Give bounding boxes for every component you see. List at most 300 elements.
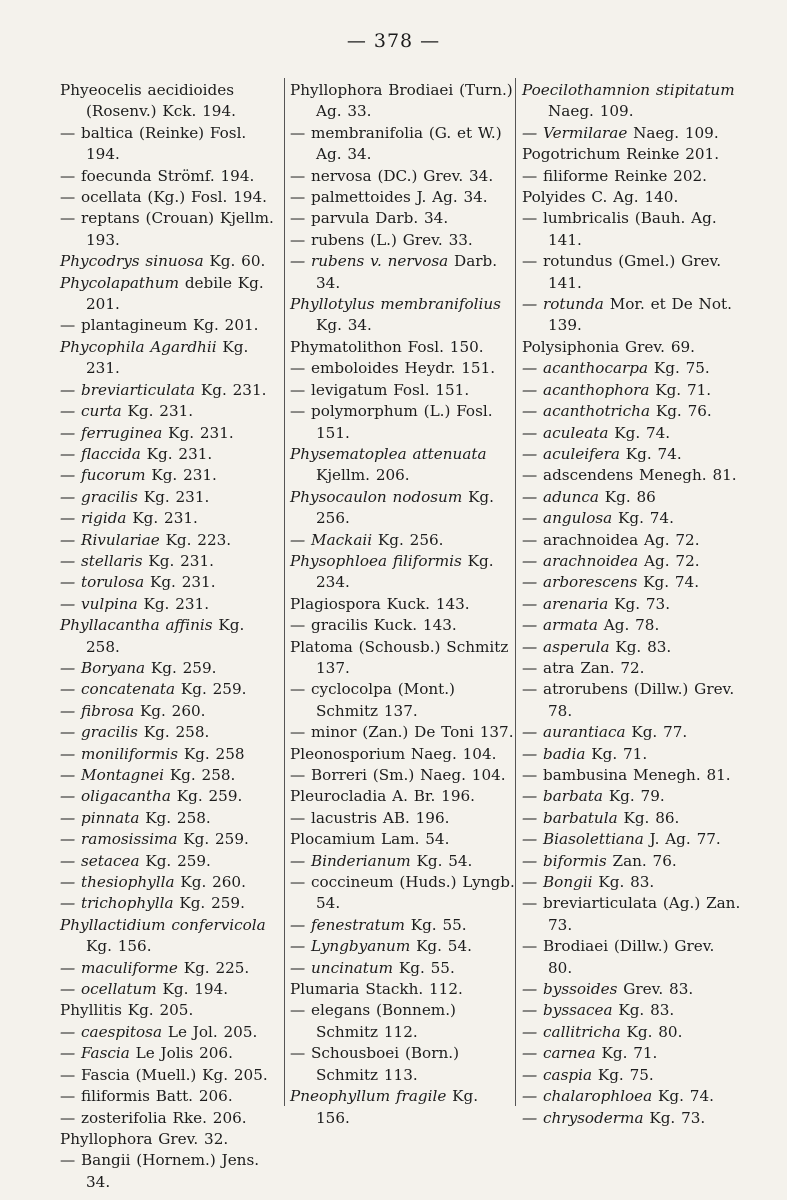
index-entry	[522, 423, 744, 444]
entry-italic-name: — vulpina	[60, 594, 138, 613]
entry-text: Phyeocelis aecidioides (Rosenv.) Kck. 194.	[60, 81, 236, 121]
entry-text: Kg. 231.	[195, 380, 267, 399]
entry-italic-name: — rigida	[60, 509, 127, 528]
index-entry	[522, 744, 744, 765]
index-entry	[290, 829, 515, 850]
entry-italic-name: — aurantiaca	[522, 723, 626, 742]
entry-text: — lumbricalis (Bauh. Ag. 141.	[522, 209, 717, 249]
index-entry	[522, 187, 744, 208]
entry-text: Kg. 259.	[177, 830, 249, 849]
index-entry	[60, 1043, 282, 1064]
entry-italic-name: — Biasolettiana	[522, 830, 644, 849]
index-entry	[60, 958, 282, 979]
entry-text: — reptans (Crouan) Kjellm. 193.	[60, 209, 274, 249]
entry-text: — filiforme Reinke 202.	[522, 166, 707, 185]
index-entry	[522, 615, 744, 636]
index-entry	[290, 958, 515, 979]
index-entry	[60, 273, 282, 316]
entry-italic-name: — fucorum	[60, 466, 146, 485]
entry-text: Le Jol. 205.	[162, 1022, 258, 1041]
index-entry	[290, 208, 515, 229]
entry-text: Kg. 260.	[174, 873, 246, 892]
entry-text: Kg. 80.	[620, 1022, 683, 1041]
entry-italic-name: — arborescens	[522, 573, 638, 592]
index-entry	[522, 294, 744, 337]
index-entry	[522, 594, 744, 615]
entry-text: Platoma (Schousb.) Schmitz 137.	[290, 637, 509, 677]
index-entry	[522, 1043, 744, 1064]
entry-italic-name: — breviarticulata	[60, 380, 196, 399]
entry-text: Plumaria Stackh. 112.	[290, 980, 463, 999]
entry-italic-name: — Fascia	[60, 1044, 130, 1063]
entry-italic-name: — byssoides	[522, 980, 618, 999]
entry-italic-name: — byssacea	[522, 1001, 613, 1020]
index-entry	[60, 551, 282, 572]
entry-text: Pleurocladia A. Br. 196.	[290, 787, 475, 806]
index-entry	[290, 765, 515, 786]
entry-italic-name: — rubens v. nervosa	[290, 252, 449, 271]
entry-text: — zosterifolia Rke. 206.	[60, 1108, 247, 1127]
index-entry	[60, 166, 282, 187]
index-entry	[522, 722, 744, 743]
entry-italic-name: — Montagnei	[60, 766, 164, 784]
index-entry	[522, 572, 744, 593]
entry-italic-name: — acanthocarpa	[522, 359, 649, 378]
index-entry	[522, 487, 744, 508]
entry-italic-name: Phycophila Agardhii	[60, 337, 217, 356]
entry-text: — emboloides Heydr. 151.	[290, 359, 496, 378]
entry-text: Le Jolis 206.	[129, 1044, 233, 1063]
index-entry	[60, 208, 282, 251]
entry-text: Kg. 79.	[603, 787, 665, 806]
entry-text: Kg. 225.	[177, 958, 250, 977]
entry-italic-name: — armata	[522, 616, 598, 635]
entry-text: Kg. 231.	[137, 487, 210, 506]
entry-text: debile Kg. 201.	[86, 273, 264, 314]
entry-italic-name: — fibrosa	[60, 701, 135, 720]
index-entry	[522, 401, 744, 422]
index-entry	[522, 979, 744, 1000]
index-entry	[290, 166, 515, 187]
page-number: — 378 —	[346, 30, 441, 52]
index-entry	[60, 487, 282, 508]
entry-text: — Bangii (Hornem.) Jens. 34.	[60, 1151, 260, 1191]
entry-italic-name: — gracilis	[60, 723, 138, 742]
index-entry	[60, 872, 282, 893]
entry-text: Kjellm. 206.	[316, 466, 410, 485]
index-entry	[290, 251, 515, 294]
entry-italic-name: — rotunda	[522, 295, 604, 314]
index-entry	[290, 80, 515, 123]
index-entry	[290, 1000, 515, 1043]
entry-text: — Borreri (Sm.) Naeg. 104.	[290, 766, 506, 784]
entry-text: Kg. 74.	[619, 444, 682, 463]
entry-text: — polymorphum (L.) Fosl. 151.	[290, 402, 493, 442]
entry-text: Kg. 86.	[617, 808, 680, 827]
entry-text: Kg. 156.	[86, 937, 152, 956]
entry-italic-name: — thesiophylla	[60, 873, 175, 892]
index-entry	[522, 1086, 744, 1107]
entry-italic-name: — Rivulariae	[60, 530, 160, 549]
index-entry	[522, 658, 744, 679]
entry-italic-name: — Lyngbyanum	[290, 937, 411, 956]
index-entry	[60, 444, 282, 465]
index-entry	[60, 423, 282, 444]
index-entry	[522, 380, 744, 401]
index-entry	[60, 1000, 282, 1021]
index-entry	[522, 679, 744, 722]
entry-italic-name: Phycolapathum	[60, 273, 179, 292]
index-entry	[290, 979, 515, 1000]
entry-text: Kg. 258	[178, 744, 245, 763]
index-entry	[522, 551, 744, 572]
entry-text: Plocamium Lam. 54.	[290, 830, 450, 849]
entry-text: Kg. 34.	[316, 316, 372, 335]
entry-italic-name: — aculeifera	[522, 444, 620, 463]
entry-text: Kg. 259.	[145, 658, 217, 677]
index-entry	[290, 615, 515, 636]
entry-text: — filiformis Batt. 206.	[60, 1087, 233, 1106]
entry-italic-name: — setacea	[60, 851, 140, 870]
entry-italic-name: — fenestratum	[290, 915, 405, 934]
entry-italic-name: — pinnata	[60, 808, 140, 827]
entry-text: Kg. 74.	[652, 1087, 714, 1106]
index-entry	[290, 1043, 515, 1086]
index-entry	[60, 187, 282, 208]
entry-italic-name: — angulosa	[522, 509, 613, 528]
index-entry	[522, 80, 744, 123]
entry-italic-name: — acanthotricha	[522, 402, 651, 421]
entry-text: Phyllophora Grev. 32.	[60, 1129, 229, 1148]
entry-text: Kg. 194.	[156, 980, 229, 999]
entry-text: Kg. 86	[598, 487, 656, 506]
entry-italic-name: — adunca	[522, 487, 599, 506]
entry-text: Pleonosporium Naeg. 104.	[290, 744, 497, 763]
index-entry	[290, 637, 515, 680]
entry-text: Ag. 78.	[597, 616, 660, 635]
index-entry	[522, 1065, 744, 1086]
entry-text: Kg. 258.	[164, 766, 236, 784]
index-entry	[522, 851, 744, 872]
entry-italic-name: — gracilis	[60, 487, 138, 506]
entry-text: Plagiospora Kuck. 143.	[290, 594, 470, 613]
entry-text: Kg. 76.	[650, 402, 712, 421]
index-entry	[522, 765, 744, 786]
entry-text: Kg. 74.	[608, 423, 671, 442]
entry-text: Kg. 156.	[316, 1087, 479, 1127]
index-entry	[60, 658, 282, 679]
index-entry	[290, 530, 515, 551]
entry-text: — baltica (Reinke) Fosl. 194.	[60, 123, 247, 164]
index-entry	[290, 358, 515, 379]
entry-text: Kg. 234.	[316, 551, 494, 592]
entry-text: Kg. 231.	[162, 423, 234, 442]
index-entry	[290, 744, 515, 765]
entry-text: Kg. 256.	[372, 530, 444, 549]
entry-text: Kg. 60.	[203, 252, 266, 271]
entry-text: Darb. 34.	[316, 252, 498, 292]
entry-text: Kg. 256.	[316, 487, 494, 528]
index-entry	[290, 551, 515, 594]
index-entry	[60, 679, 282, 700]
entry-text: Pogotrichum Reinke 201.	[522, 145, 720, 164]
entry-text: Zan. 76.	[606, 851, 677, 870]
entry-italic-name: — flaccida	[60, 444, 141, 463]
index-column-2	[290, 80, 515, 1129]
index-entry	[60, 915, 282, 958]
entry-italic-name: — torulosa	[60, 573, 145, 592]
index-entry	[290, 123, 515, 166]
entry-text: — plantagineum Kg. 201.	[60, 316, 259, 335]
index-entry	[522, 208, 744, 251]
entry-text: — arachnoidea Ag. 72.	[522, 530, 700, 549]
entry-text: Kg. 223.	[159, 530, 232, 549]
index-entry	[290, 401, 515, 444]
index-entry	[60, 572, 282, 593]
index-entry	[60, 808, 282, 829]
entry-italic-name: — arenaria	[522, 594, 609, 613]
entry-italic-name: — caespitosa	[60, 1022, 163, 1041]
entry-text: Kg. 259.	[173, 894, 245, 913]
entry-italic-name: Physematoplea attenuata	[290, 444, 487, 463]
index-entry	[522, 166, 744, 187]
index-entry	[60, 1129, 282, 1150]
index-entry	[60, 123, 282, 166]
entry-text: Kg. 75.	[592, 1065, 654, 1084]
index-entry	[290, 444, 515, 487]
entry-text: — Schousboei (Born.) Schmitz 113.	[290, 1044, 459, 1084]
entry-text: — nervosa (DC.) Grev. 34.	[290, 166, 494, 185]
index-entry	[290, 851, 515, 872]
index-entry	[60, 851, 282, 872]
entry-italic-name: — maculiforme	[60, 958, 178, 977]
index-entry	[522, 786, 744, 807]
entry-italic-name: — Vermilarae	[522, 123, 628, 142]
entry-italic-name: — biformis	[522, 851, 607, 870]
index-entry	[60, 829, 282, 850]
index-entry	[522, 872, 744, 893]
index-entry	[60, 979, 282, 1000]
index-entry	[290, 1086, 515, 1129]
entry-italic-name: Phyllacantha affinis	[60, 616, 213, 635]
index-entry	[60, 1150, 282, 1193]
entry-text: Kg. 55.	[404, 915, 467, 934]
index-entry	[60, 1086, 282, 1107]
index-entry	[522, 144, 744, 165]
index-entry	[522, 808, 744, 829]
entry-text: Kg. 77.	[625, 723, 688, 742]
index-entry	[60, 786, 282, 807]
entry-text: Kg. 258.	[137, 723, 210, 742]
entry-text: Naeg. 109.	[548, 102, 634, 121]
entry-italic-name: — ocellatum	[60, 980, 157, 999]
index-column-1	[60, 80, 282, 1193]
index-entry	[522, 508, 744, 529]
entry-text: Kg. 54.	[410, 851, 473, 870]
entry-text: Kg. 259.	[139, 851, 211, 870]
entry-text: Kg. 74.	[637, 573, 700, 592]
index-entry	[290, 786, 515, 807]
entry-text: — lacustris AB. 196.	[290, 808, 450, 827]
entry-text: — palmettoides J. Ag. 34.	[290, 188, 488, 207]
entry-text: — ocellata (Kg.) Fosl. 194.	[60, 188, 267, 207]
index-entry	[290, 808, 515, 829]
entry-text: Kg. 83.	[612, 1001, 675, 1020]
entry-italic-name: Phyllotylus membranifolius	[290, 295, 501, 314]
column-divider	[284, 78, 285, 1106]
entry-italic-name: — badia	[522, 744, 586, 763]
entry-text: Kg. 71.	[649, 380, 712, 399]
entry-text: Grev. 83.	[617, 980, 694, 999]
entry-text: Kg. 73.	[643, 1108, 706, 1127]
index-entry	[290, 187, 515, 208]
entry-text: — minor (Zan.) De Toni 137.	[290, 723, 514, 742]
entry-text: — levigatum Fosl. 151.	[290, 380, 470, 399]
entry-italic-name: Physophloea filiformis	[290, 551, 462, 570]
entry-text: — Brodiaei (Dillw.) Grev. 80.	[522, 937, 715, 977]
index-entry	[290, 230, 515, 251]
index-entry	[60, 465, 282, 486]
entry-text: — bambusina Menegh. 81.	[522, 766, 731, 784]
entry-italic-name: — acanthophora	[522, 380, 650, 399]
entry-italic-name: — arachnoidea	[522, 551, 639, 570]
entry-italic-name: — ferruginea	[60, 423, 163, 442]
index-entry	[60, 1022, 282, 1043]
index-entry	[60, 530, 282, 551]
entry-italic-name: — aculeata	[522, 423, 609, 442]
entry-italic-name: — barbata	[522, 787, 603, 806]
entry-italic-name: — Boryana	[60, 658, 146, 677]
entry-italic-name: — moniliformis	[60, 744, 178, 763]
entry-text: Kg. 259.	[170, 787, 243, 806]
index-entry	[60, 315, 282, 336]
entry-text: Kg. 259.	[175, 680, 247, 699]
entry-italic-name: — Mackaii	[290, 530, 373, 549]
entry-text: Polyides C. Ag. 140.	[522, 188, 679, 207]
index-entry	[522, 337, 744, 358]
index-entry	[60, 893, 282, 914]
index-entry	[60, 380, 282, 401]
entry-text: Phymatolithon Fosl. 150.	[290, 337, 484, 356]
index-entry	[290, 679, 515, 722]
index-entry	[522, 251, 744, 294]
index-entry	[522, 829, 744, 850]
entry-italic-name: — callitricha	[522, 1022, 621, 1041]
entry-text: Kg. 74.	[612, 509, 674, 528]
index-column-3	[522, 80, 744, 1129]
entry-italic-name: Poecilothamnion stipitatum	[522, 81, 735, 99]
entry-text: Ag. 72.	[638, 551, 700, 570]
index-entry	[522, 465, 744, 486]
index-entry	[290, 915, 515, 936]
entry-text: — Fascia (Muell.) Kg. 205.	[60, 1065, 268, 1084]
entry-italic-name: — ramosissima	[60, 830, 178, 849]
index-entry	[522, 1022, 744, 1043]
entry-text: — elegans (Bonnem.) Schmitz 112.	[290, 1001, 456, 1041]
entry-text: Kg. 75.	[648, 359, 710, 378]
index-entry	[60, 251, 282, 272]
index-entry	[60, 744, 282, 765]
entry-text: Kg. 260.	[134, 701, 206, 720]
entry-text: Kg. 258.	[86, 616, 245, 656]
entry-italic-name: Phycodrys sinuosa	[60, 252, 204, 271]
entry-text: Kg. 231.	[142, 551, 214, 570]
index-entry	[522, 893, 744, 936]
index-entry	[60, 615, 282, 658]
index-entry	[60, 80, 282, 123]
index-entry	[522, 936, 744, 979]
entry-text: Kg. 83.	[609, 637, 672, 656]
entry-italic-name: — chalarophloea	[522, 1087, 653, 1106]
entry-text: Kg. 231.	[121, 402, 194, 421]
entry-text: — foecunda Strömf. 194.	[60, 166, 255, 185]
index-entry	[60, 1108, 282, 1129]
entry-italic-name: — uncinatum	[290, 958, 394, 977]
index-entry	[60, 594, 282, 615]
entry-text: Kg. 71.	[585, 744, 648, 763]
index-entry	[60, 1065, 282, 1086]
entry-text: — membranifolia (G. et W.) Ag. 34.	[290, 123, 502, 164]
entry-text: Kg. 231.	[144, 573, 216, 592]
entry-italic-name: — Bongii	[522, 873, 593, 892]
index-entry	[60, 401, 282, 422]
entry-text: Naeg. 109.	[627, 123, 719, 142]
index-entry	[60, 337, 282, 380]
entry-text: Kg. 83.	[592, 873, 655, 892]
entry-text: — adscendens Menegh. 81.	[522, 466, 737, 485]
entry-italic-name: — caspia	[522, 1065, 593, 1084]
entry-text: Phyllophora Brodiaei (Turn.) Ag. 33.	[290, 81, 513, 121]
entry-text: Kg. 231.	[137, 594, 210, 613]
entry-text: — parvula Darb. 34.	[290, 209, 449, 228]
entry-text: J. Ag. 77.	[643, 830, 721, 849]
entry-text: Polysiphonia Grev. 69.	[522, 337, 695, 356]
index-entry	[290, 722, 515, 743]
index-entry	[522, 637, 744, 658]
index-entry	[290, 337, 515, 358]
entry-italic-name: — curta	[60, 402, 122, 421]
index-entry	[290, 594, 515, 615]
entry-italic-name: Phyllactidium confervicola	[60, 915, 266, 934]
column-divider	[515, 78, 516, 1106]
index-entry	[290, 936, 515, 957]
index-entry	[60, 765, 282, 786]
index-entry	[60, 508, 282, 529]
index-entry	[522, 123, 744, 144]
index-entry	[60, 701, 282, 722]
index-entry	[522, 358, 744, 379]
entry-italic-name: — oligacantha	[60, 787, 171, 806]
entry-text: Kg. 71.	[595, 1044, 658, 1063]
index-entry	[290, 380, 515, 401]
entry-italic-name: — chrysoderma	[522, 1108, 644, 1127]
entry-italic-name: — barbatula	[522, 808, 618, 827]
index-entry	[290, 294, 515, 337]
entry-text: — coccineum (Huds.) Lyngb. 54.	[290, 873, 515, 913]
entry-italic-name: — Binderianum	[290, 851, 411, 870]
entry-text: Kg. 258.	[139, 808, 211, 827]
entry-text: Kg. 231.	[140, 444, 213, 463]
index-entry	[290, 487, 515, 530]
entry-italic-name: — carnea	[522, 1044, 596, 1063]
index-entry	[522, 1108, 744, 1129]
index-entry	[522, 444, 744, 465]
entry-text: Kg. 231.	[145, 466, 217, 485]
entry-italic-name: — concatenata	[60, 680, 176, 699]
index-entry	[60, 722, 282, 743]
entry-text: — atrorubens (Dillw.) Grev. 78.	[522, 680, 735, 720]
entry-text: — rotundus (Gmel.) Grev. 141.	[522, 252, 722, 292]
